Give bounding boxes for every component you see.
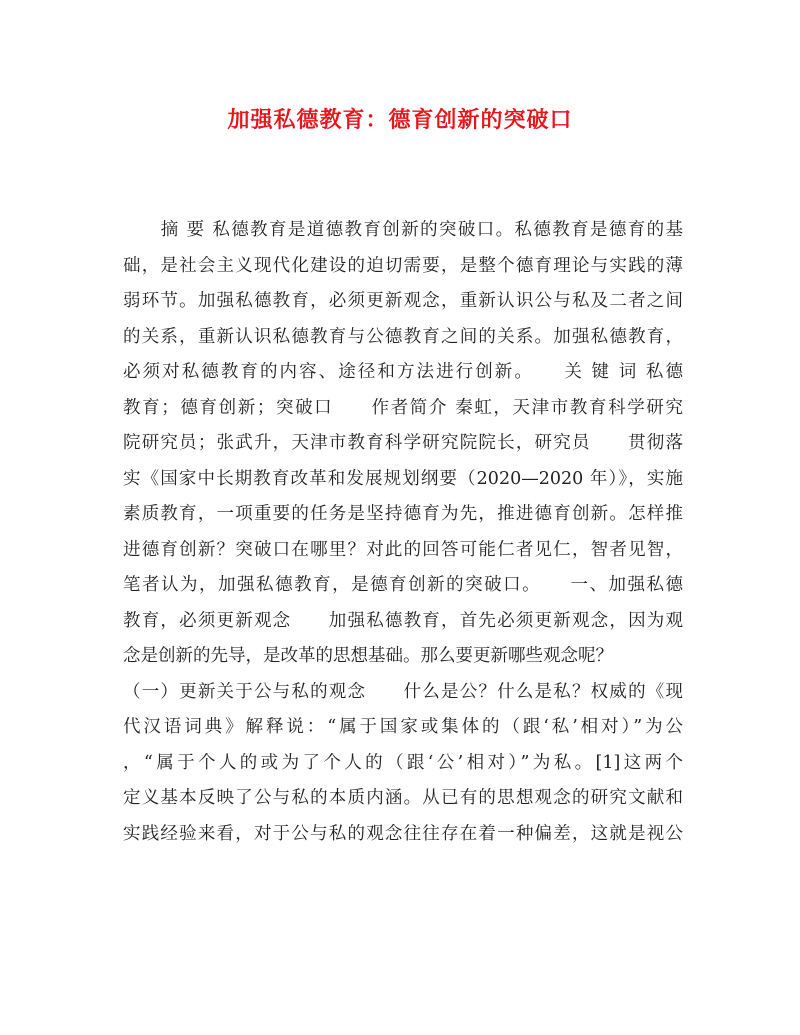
body-line: 代汉语词典》解释说：“属于国家或集体的（跟‘私’相对）”为公: [123, 717, 683, 737]
document-title: 加强私德教育：德育创新的突破口: [227, 107, 573, 133]
body-line: 弱环节。加强私德教育，必须更新观念，重新认识公与私及二者之间: [123, 291, 683, 311]
body-line: 定义基本反映了公与私的本质内涵。从已有的思想观念的研究文献和: [123, 788, 683, 808]
body-line: 实践经验来看，对于公与私的观念往往存在着一种偏差，这就是视公: [123, 823, 683, 844]
body-line: 院研究员；张武升，天津市教育科学研究院院长，研究员 贯彻落: [123, 433, 683, 453]
body-line: 的关系，重新认识私德教育与公德教育之间的关系。加强私德教育，: [123, 326, 683, 347]
body-line: 教育；德育创新；突破口 作者简介 秦虹，天津市教育科学研究: [123, 397, 683, 418]
body-line: 素质教育，一项重要的任务是坚持德育为先，推进德育创新。怎样推: [123, 504, 683, 524]
body-line: 摘 要 私德教育是道德教育创新的突破口。私德教育是德育的基: [123, 220, 683, 240]
document-body: [123, 213, 683, 852]
body-line: 进德育创新？突破口在哪里？对此的回答可能仁者见仁，智者见智，: [123, 539, 683, 560]
body-line: ，“属于个人的或为了个人的（跟‘公’相对）”为私。[1]这两个: [123, 752, 683, 773]
body-line: 笔者认为，加强私德教育，是德育创新的突破口。 一、加强私德: [123, 575, 683, 595]
body-line: 础，是社会主义现代化建设的迫切需要，是整个德育理论与实践的薄: [123, 255, 683, 276]
body-line: 念是创新的先导，是改革的思想基础。那么要更新哪些观念呢？: [123, 646, 613, 666]
body-line: 教育，必须更新观念 加强私德教育，首先必须更新观念，因为观: [123, 610, 683, 631]
body-line: （一）更新关于公与私的观念 什么是公？什么是私？权威的《现: [123, 681, 683, 702]
body-line: 必须对私德教育的内容、途径和方法进行创新。 关 键 词 私德: [123, 362, 683, 382]
body-line: 实《国家中长期教育改革和发展规划纲要（2020—2020 年）》，实施: [123, 468, 683, 489]
